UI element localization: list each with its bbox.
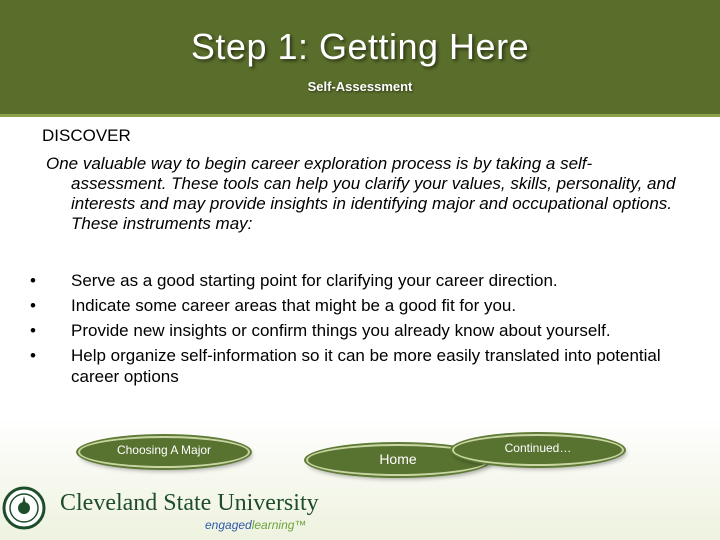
list-item <box>28 295 698 316</box>
university-name: Cleveland State University <box>60 490 319 516</box>
bullet-icon: • <box>30 321 36 340</box>
tagline-part-1: engaged <box>205 518 252 532</box>
bullet-text: Indicate some career areas that might be a good fit for you. <box>71 296 517 315</box>
list-item <box>28 270 698 291</box>
list-item <box>28 345 698 387</box>
bullet-text: Serve as a good starting point for clarifying your career direction. <box>71 271 558 290</box>
section-heading: DISCOVER <box>42 126 131 145</box>
tagline <box>205 518 306 532</box>
bullet-icon: • <box>30 346 36 365</box>
trademark-symbol: ™ <box>294 518 307 532</box>
intro-text-block <box>42 154 682 234</box>
university-seal-icon <box>2 486 46 530</box>
bullet-text: Help organize self-information so it can be more easily translated into potential career options <box>71 346 661 386</box>
home-button[interactable]: Home <box>306 444 490 476</box>
continued-button[interactable]: Continued… <box>452 434 624 466</box>
tagline-part-2: learning <box>251 518 295 532</box>
bullet-icon: • <box>30 296 36 315</box>
list-item <box>28 320 698 341</box>
page-title: Step 1: Getting Here <box>190 26 530 67</box>
page-subtitle: Self-Assessment <box>307 79 413 94</box>
intro-paragraph: One valuable way to begin career exploration process is by taking a self-assessment. These tools can help you clarify your values, skills, personality, and interests and may provide insights in identifying major and occupational options. These instruments may: <box>46 154 676 233</box>
choosing-a-major-button[interactable]: Choosing A Major <box>78 436 250 468</box>
bullet-list <box>28 270 698 391</box>
bullet-icon: • <box>30 271 36 290</box>
bullet-text: Provide new insights or confirm things you already know about yourself. <box>71 321 611 340</box>
